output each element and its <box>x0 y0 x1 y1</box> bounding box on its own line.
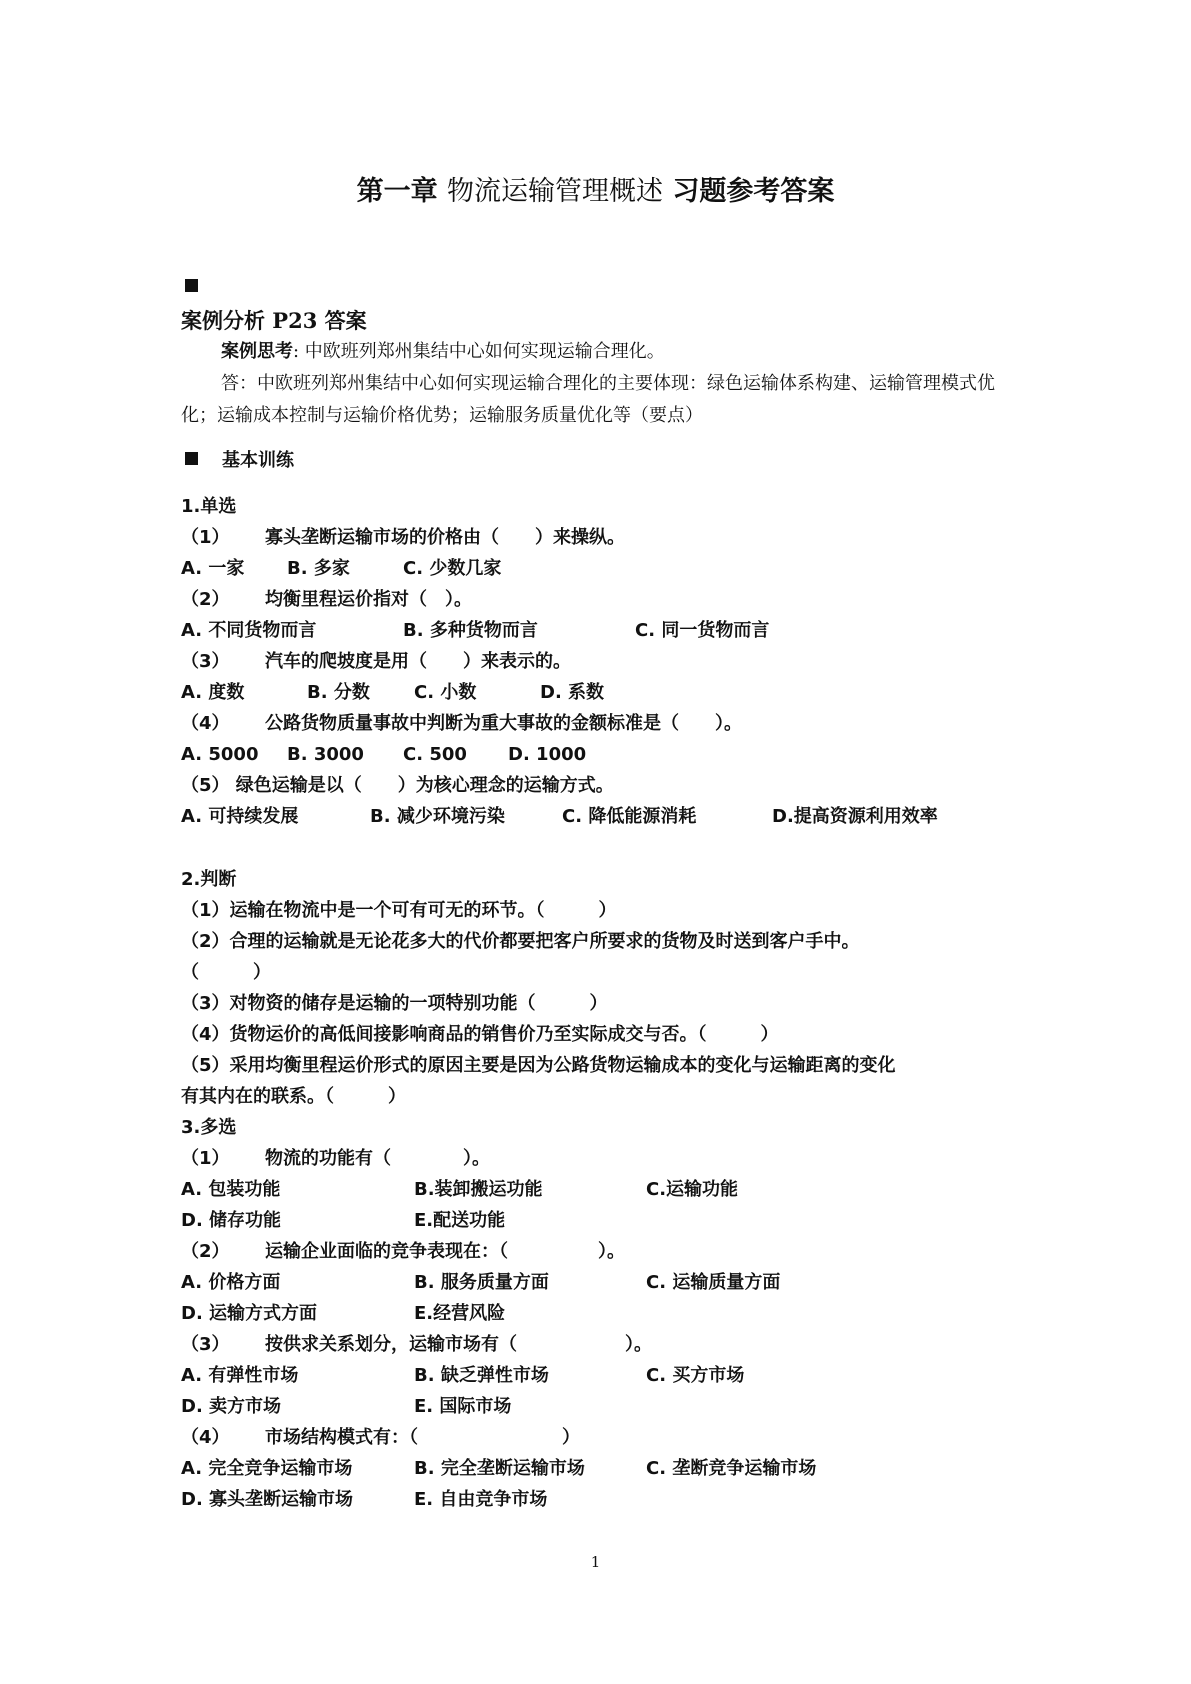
case-answer <box>181 368 1021 432</box>
option: B. 完全垄断运输市场 <box>414 1458 585 1479</box>
option: A. 度数 <box>181 682 245 703</box>
multi-q1 <box>181 1143 490 1174</box>
q-text: 寡头垄断运输市场的价格由（ ）来操纵。 <box>265 527 625 548</box>
multi-choice-heading: 3.多选 <box>181 1117 237 1138</box>
option: C. 买方市场 <box>646 1365 745 1386</box>
page-number: 1 <box>590 1553 601 1571</box>
multi-q2 <box>181 1236 625 1267</box>
option: C. 运输质量方面 <box>646 1272 781 1293</box>
q-number: （2） <box>181 589 230 610</box>
page-title <box>0 172 1191 212</box>
single-q4 <box>181 708 742 739</box>
single-choice-heading: 1.单选 <box>181 496 237 517</box>
q-number: （2） <box>181 1241 230 1262</box>
q-text: 运输企业面临的竞争表现在：（ ）。 <box>265 1241 625 1262</box>
option: C. 少数几家 <box>403 558 502 579</box>
judge-item: （1）运输在物流中是一个可有可无的环节。（ ） <box>181 900 617 921</box>
q-number: （4） <box>181 713 230 734</box>
judge-heading: 2.判断 <box>181 869 237 890</box>
square-bullet-icon <box>185 279 198 292</box>
title-chapter: 第一章 <box>356 176 438 207</box>
option: D.提高资源利用效率 <box>772 806 938 827</box>
q-number: （4） <box>181 1427 230 1448</box>
q-text: 公路货物质量事故中判断为重大事故的金额标准是（ ）。 <box>265 713 742 734</box>
square-bullet-icon <box>185 452 198 465</box>
single-q5: （5） 绿色运输是以（ ）为核心理念的运输方式。 <box>181 775 614 796</box>
case-heading: 案例分析 P23 答案 <box>181 308 367 333</box>
option: A. 有弹性市场 <box>181 1365 299 1386</box>
judge-item: （2）合理的运输就是无论花多大的代价都要把客户所要求的货物及时送到客户手中。 <box>181 931 860 952</box>
option: A. 价格方面 <box>181 1272 281 1293</box>
option: D. 运输方式方面 <box>181 1303 318 1324</box>
option: C. 小数 <box>414 682 477 703</box>
case-question <box>181 336 1021 368</box>
option: E. 自由竞争市场 <box>414 1489 548 1510</box>
q-text: 按供求关系划分，运输市场有（ ）。 <box>265 1334 652 1355</box>
option: A. 5000 <box>181 744 259 765</box>
case-answer-text: 答：中欧班列郑州集结中心如何实现运输合理化的主要体现：绿色运输体系构建、运输管理模式优化；运输成本控制与运输价格优势；运输服务质量优化等（要点） <box>181 373 995 426</box>
option: A. 包装功能 <box>181 1179 281 1200</box>
option: B. 多家 <box>287 558 350 579</box>
option: C. 500 <box>403 744 467 765</box>
q-text: 物流的功能有（ ）。 <box>265 1148 490 1169</box>
option: A. 不同货物而言 <box>181 620 317 641</box>
judge-item: （3）对物资的储存是运输的一项特别功能（ ） <box>181 993 608 1014</box>
option: D. 系数 <box>540 682 605 703</box>
option: B. 缺乏弹性市场 <box>414 1365 549 1386</box>
q-text: 市场结构模式有：（ ） <box>265 1427 580 1448</box>
option: D. 储存功能 <box>181 1210 282 1231</box>
option: A. 一家 <box>181 558 245 579</box>
q-number: （1） <box>181 527 230 548</box>
case-question-label: 案例思考 <box>221 341 293 362</box>
q-text: 均衡里程运价指对（ ）。 <box>265 589 472 610</box>
option: B. 分数 <box>307 682 370 703</box>
option: E.经营风险 <box>414 1303 506 1324</box>
single-q3 <box>181 646 571 677</box>
q-text: 汽车的爬坡度是用（ ）来表示的。 <box>265 651 571 672</box>
basic-training-heading: 基本训练 <box>222 450 294 471</box>
judge-item: （ ） <box>181 962 271 983</box>
option: A. 完全竞争运输市场 <box>181 1458 353 1479</box>
judge-item: （5）采用均衡里程运价形式的原因主要是因为公路货物运输成本的变化与运输距离的变化 <box>181 1055 896 1076</box>
option: A. 可持续发展 <box>181 806 299 827</box>
option: B.装卸搬运功能 <box>414 1179 543 1200</box>
q-number: （1） <box>181 1148 230 1169</box>
option: D. 卖方市场 <box>181 1396 282 1417</box>
option: B. 3000 <box>287 744 364 765</box>
option: E. 国际市场 <box>414 1396 512 1417</box>
option: C. 垄断竞争运输市场 <box>646 1458 817 1479</box>
single-q1 <box>181 522 625 553</box>
title-topic: 物流运输管理概述 <box>447 176 663 207</box>
multi-q3 <box>181 1329 652 1360</box>
option: C. 降低能源消耗 <box>562 806 697 827</box>
option: B. 减少环境污染 <box>370 806 505 827</box>
q-number: （3） <box>181 651 230 672</box>
title-suffix: 习题参考答案 <box>672 176 835 207</box>
multi-q4 <box>181 1422 580 1453</box>
option: B. 服务质量方面 <box>414 1272 549 1293</box>
option: D. 1000 <box>508 744 587 765</box>
q-number: （3） <box>181 1334 230 1355</box>
case-question-text: : 中欧班列郑州集结中心如何实现运输合理化。 <box>293 341 665 362</box>
option: D. 寡头垄断运输市场 <box>181 1489 354 1510</box>
option: C.运输功能 <box>646 1179 739 1200</box>
option: C. 同一货物而言 <box>635 620 770 641</box>
judge-item: 有其内在的联系。（ ） <box>181 1086 406 1107</box>
option: B. 多种货物而言 <box>403 620 538 641</box>
single-q2 <box>181 584 472 615</box>
option: E.配送功能 <box>414 1210 506 1231</box>
judge-item: （4）货物运价的高低间接影响商品的销售价乃至实际成交与否。（ ） <box>181 1024 779 1045</box>
